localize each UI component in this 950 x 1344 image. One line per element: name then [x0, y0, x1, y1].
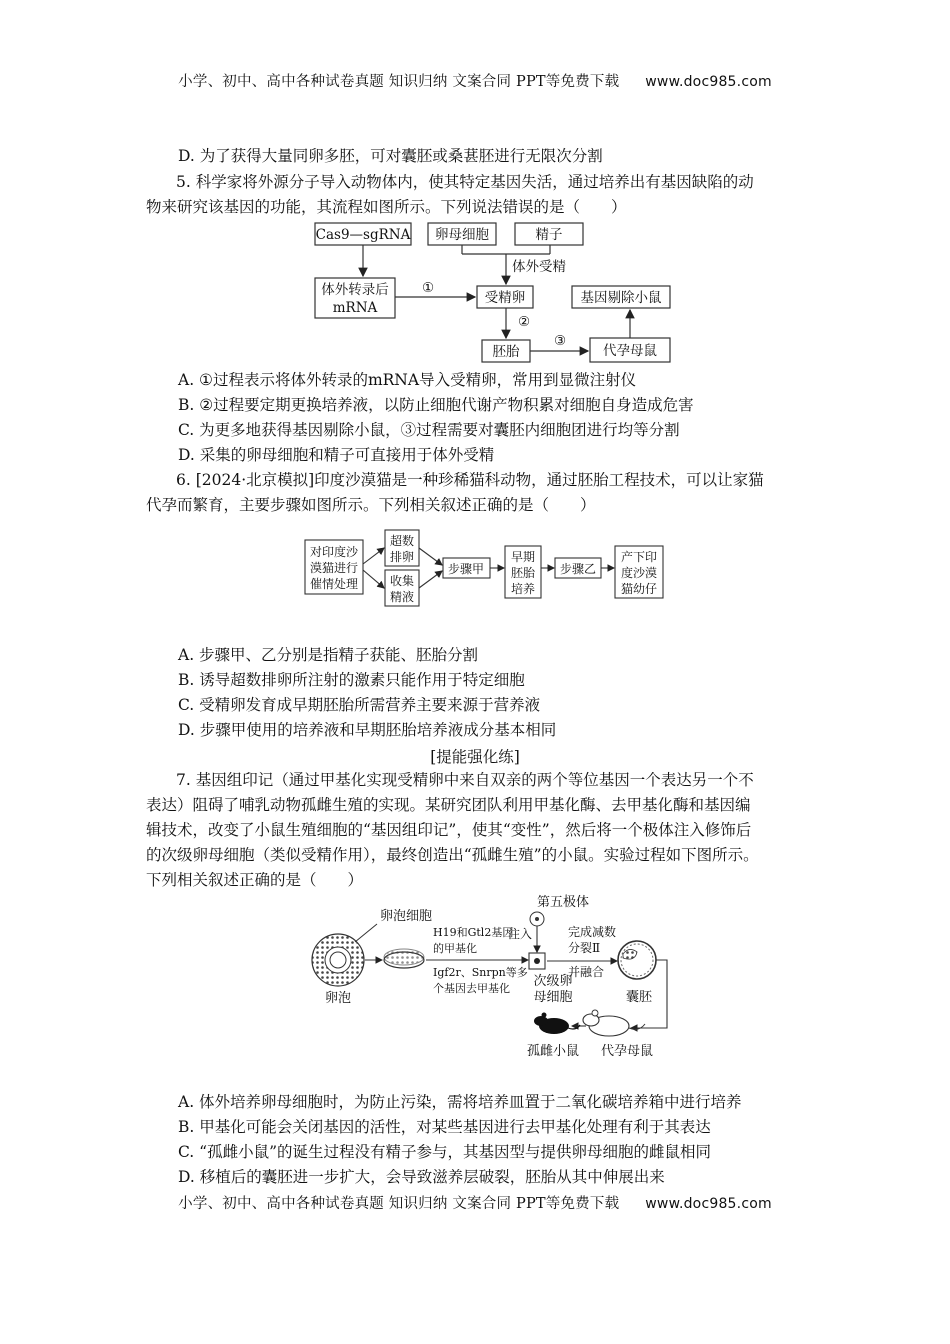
- parthenogenetic-mouse-drawing: [534, 1013, 580, 1035]
- step-b-label: 步骤乙: [559, 562, 597, 576]
- inject-label: 注入: [508, 927, 533, 941]
- blastocyst-drawing: [618, 941, 656, 979]
- q7-stem-line2: 表达）阻碍了哺乳动物孤雌生殖的实现。某研究团队利用甲基化酶、去甲基化酶和基因编: [146, 796, 751, 814]
- q6-option-b: B. 诱导超数排卵所注射的激素只能作用于特定细胞: [178, 671, 525, 689]
- follicle-drawing: [312, 934, 364, 986]
- meiosis-label-3: 并融合: [568, 965, 605, 979]
- q7-process-diagram: [305, 890, 680, 1065]
- q7-option-a: A. 体外培养卵母细胞时，为防止污染，需将培养皿置于二氧化碳培养箱中进行培养: [178, 1093, 742, 1111]
- page-header: [0, 70, 950, 91]
- step3-label: ③: [553, 333, 567, 349]
- superovulation-label-2: 排卵: [389, 550, 415, 564]
- follicle-label: 卵泡: [324, 991, 352, 1006]
- embryo-label: 胚胎: [492, 344, 520, 360]
- mrna-label-2: mRNA: [332, 300, 378, 316]
- early-embryo-label-2: 胚胎: [510, 566, 536, 580]
- oocyte-label: 卵母细胞: [435, 227, 489, 243]
- demethylation-label-2: 个基因去甲基化: [433, 982, 510, 995]
- footer-text: 小学、初中、高中各种试卷真题 知识归纳 文案合同 PPT等免费下载: [178, 1196, 620, 1212]
- q5-option-a: A. ①过程表示将体外转录的mRNA导入受精卵，常用到显微注射仪: [178, 371, 637, 389]
- collect-semen-label-2: 精液: [389, 590, 415, 604]
- header-url[interactable]: www.doc985.com: [645, 74, 772, 90]
- follicle-cell-label: 卵泡细胞: [380, 909, 433, 924]
- sperm-label: 精子: [535, 227, 563, 243]
- secondary-oocyte-label-1: 次级卵: [533, 974, 573, 989]
- q7-option-c: C. “孤雌小鼠”的诞生过程没有精子参与，其基因型与提供卵母细胞的雌鼠相同: [178, 1143, 712, 1161]
- meiosis-label-1: 完成减数: [568, 925, 617, 939]
- step2-label: ②: [518, 314, 531, 330]
- page-footer: [0, 1192, 950, 1213]
- q6-stem-line2: 代孕而繁育，主要步骤如图所示。下列相关叙述正确的是（ ）: [146, 496, 596, 514]
- section-title: [提能强化练]: [430, 748, 520, 766]
- surrogate-label: 代孕母鼠: [603, 343, 657, 359]
- methylation-label-1: H19和Gtl2基因: [433, 926, 514, 939]
- q6-option-d: D. 步骤甲使用的培养液和早期胚胎培养液成分基本相同: [178, 721, 557, 739]
- end-label-2: 度沙漠: [620, 566, 658, 580]
- step-a-label: 步骤甲: [447, 562, 485, 576]
- methylation-label-2: 的甲基化: [433, 942, 477, 955]
- q5-flow-diagram: [310, 220, 680, 365]
- end-label-3: 猫幼仔: [620, 582, 658, 596]
- surrogate-mouse-drawing: [583, 1010, 645, 1036]
- q7-stem-line4: 的次级卵母细胞（类似受精作用），最终创造出“孤雌生殖”的小鼠。实验过程如下图所示。: [146, 846, 759, 864]
- start-label-3: 催情处理: [309, 577, 359, 591]
- q5-option-d: D. 采集的卵母细胞和精子可直接用于体外受精: [178, 446, 495, 464]
- q6-option-a: A. 步骤甲、乙分别是指精子获能、胚胎分割: [178, 646, 479, 664]
- q4-option-d: D. 为了获得大量同卵多胚，可对囊胚或桑葚胚进行无限次分割: [178, 147, 603, 165]
- q5-stem-line2: 物来研究该基因的功能，其流程如图所示。下列说法错误的是（ ）: [146, 198, 627, 216]
- header-text: 小学、初中、高中各种试卷真题 知识归纳 文案合同 PPT等免费下载: [178, 74, 620, 90]
- end-label-1: 产下印: [620, 550, 658, 564]
- q6-stem-line1: 6. [2024·北京模拟]印度沙漠猫是一种珍稀猫科动物，通过胚胎工程技术，可以让家猫: [176, 471, 764, 489]
- q7-stem-line1: 7. 基因组印记（通过甲基化实现受精卵中来自双亲的两个等位基因一个表达另一个不: [176, 771, 754, 789]
- culture-dish-drawing: [384, 949, 424, 968]
- parthenogenetic-mouse-label: 孤雌小鼠: [526, 1044, 580, 1059]
- blastocyst-label: 囊胚: [625, 990, 653, 1005]
- start-label-2: 漠猫进行: [309, 561, 359, 575]
- start-label-1: 对印度沙: [309, 545, 359, 559]
- superovulation-label-1: 超数: [389, 534, 415, 548]
- q5-option-b: B. ②过程要定期更换培养液，以防止细胞代谢产物积累对细胞自身造成危害: [178, 396, 694, 414]
- mrna-label-1: 体外转录后: [321, 282, 389, 298]
- q7-stem-line3: 辑技术，改变了小鼠生殖细胞的“基因组印记”，使其“变性”，然后将一个极体注入修饰后: [146, 821, 752, 839]
- early-embryo-label-3: 培养: [510, 582, 536, 596]
- q7-option-b: B. 甲基化可能会关闭基因的活性，对某些基因进行去甲基化处理有利于其表达: [178, 1118, 711, 1136]
- knockout-label: 基因剔除小鼠: [580, 290, 662, 306]
- polar-body-label: 第五极体: [536, 895, 590, 910]
- early-embryo-label-1: 早期: [510, 550, 536, 564]
- ivf-label: 体外受精: [512, 259, 566, 275]
- collect-semen-label-1: 收集: [389, 574, 415, 588]
- q6-option-c: C. 受精卵发育成早期胚胎所需营养主要来源于营养液: [178, 696, 541, 714]
- secondary-oocyte-label-2: 母细胞: [533, 990, 573, 1005]
- q7-option-d: D. 移植后的囊胚进一步扩大，会导致滋养层破裂，胚胎从其中伸展出来: [178, 1168, 665, 1186]
- zygote-label: 受精卵: [484, 290, 526, 306]
- q5-stem-line1: 5. 科学家将外源分子导入动物体内，使其特定基因失活，通过培养出有基因缺陷的动: [176, 173, 754, 191]
- cas9-label: Cas9—sgRNA: [315, 227, 411, 243]
- q5-option-c: C. 为更多地获得基因剔除小鼠，③过程需要对囊胚内细胞团进行均等分割: [178, 421, 680, 439]
- q7-stem-line5: 下列相关叙述正确的是（ ）: [146, 871, 364, 889]
- demethylation-label-1: Igf2r、Snrpn等多: [433, 966, 528, 979]
- step1-label: ①: [421, 280, 435, 296]
- q6-flow-diagram: [300, 528, 670, 608]
- surrogate-mouse-label: 代孕母鼠: [600, 1044, 654, 1059]
- footer-url[interactable]: www.doc985.com: [645, 1196, 772, 1212]
- meiosis-label-2: 分裂Ⅱ: [568, 941, 601, 955]
